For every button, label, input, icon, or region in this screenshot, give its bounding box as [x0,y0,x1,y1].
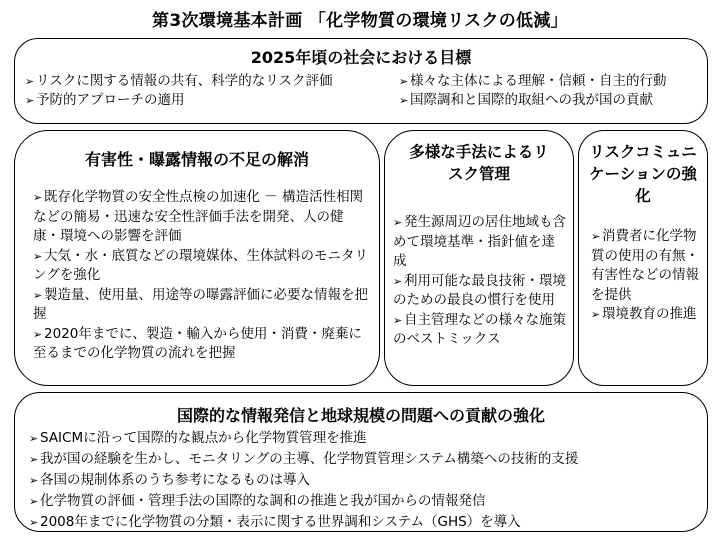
arrow-bullet-icon: ➢ [29,432,39,445]
methods-item: ➢ 自主管理などの様々な施策のベストミックス [393,311,566,347]
arrow-bullet-icon: ➢ [33,288,43,302]
risk-communication-box [578,130,708,386]
international-item: ➢ SAICMに沿って国際的な観点から化学物質管理を推進 [29,428,697,449]
hazard-item: ➢ 2020年までに、製造・輸入から使用・消費・廃棄に至るまでの化学物質の流れを把握 [33,325,362,361]
riskcom-item: ➢ 消費者に化学物質の使用の有無・有害性などの情報を提供 [591,228,699,303]
methods-item: ➢ 発生源周辺の居住地域も含めて環境基準・指針値を達成 [393,214,566,269]
methods-heading: 多様な手法によるリスク管理 [409,143,549,183]
hazard-item: ➢ 既存化学物質の安全性点検の加速化 － 構造活性相関などの簡易・迅速な安全性評価手法を開発、人の健康・環境への影響を評価 [33,189,364,244]
risk-management-box [384,130,574,386]
arrow-bullet-icon: ➢ [399,94,409,107]
arrow-bullet-icon: ➢ [25,94,35,107]
methods-list [385,185,573,350]
hazard-heading: 有害性・曝露情報の不足の解消 [84,150,309,169]
hazard-exposure-box [14,130,380,386]
goal-item: ➢ 国際調和と国際的取組への我が国の貢献 [399,92,653,108]
hazard-item: ➢ 大気・水・底質などの環境媒体、生体試料のモニタリングを強化 [33,247,368,283]
arrow-bullet-icon: ➢ [29,516,39,529]
arrow-bullet-icon: ➢ [33,191,43,204]
riskcom-list [579,207,707,325]
arrow-bullet-icon: ➢ [33,327,43,341]
international-heading: 国際的な情報発信と地球規模の問題への貢献の強化 [176,406,545,425]
hazard-list [15,170,379,364]
arrow-bullet-icon: ➢ [29,495,39,508]
hazard-item: ➢ 製造量、使用量、用途等の曝露評価に必要な情報を把握 [33,286,368,322]
arrow-bullet-icon: ➢ [25,75,35,88]
international-item: ➢ 2008年までに化学物質の分類・表示に関する世界調和システム（GHS）を導入 [29,512,697,532]
arrow-bullet-icon: ➢ [29,474,39,487]
goal-item: ➢ 様々な主体による理解・信頼・自主的行動 [399,73,667,89]
arrow-bullet-icon: ➢ [33,249,43,263]
goals-left-column [25,72,399,110]
goal-item: ➢ リスクに関する情報の共有、科学的なリスク評価 [25,73,333,89]
arrow-bullet-icon: ➢ [29,453,39,466]
arrow-bullet-icon: ➢ [393,313,403,327]
arrow-bullet-icon: ➢ [399,75,409,88]
international-contribution-box [14,392,708,532]
international-item: ➢ 各国の規制体系のうち参考になるものは導入 [29,470,697,491]
riskcom-heading: リスクコミュニケーションの強化 [589,143,697,205]
arrow-bullet-icon: ➢ [393,274,403,288]
page-title: 第3次環境基本計画 「化学物質の環境リスクの低減」 [152,11,568,31]
international-item: ➢ 化学物質の評価・管理手法の国際的な調和の推進と我が国からの情報発信 [29,491,697,512]
methods-item: ➢ 利用可能な最良技術・環境のための最良の慣行を使用 [393,272,566,308]
goal-item: ➢ 予防的アプローチの適用 [25,92,185,108]
goals-right-column [399,72,699,110]
arrow-bullet-icon: ➢ [393,216,403,229]
riskcom-item: ➢ 環境教育の推進 [591,305,701,325]
international-list [15,426,707,532]
goals-heading: 2025年頃の社会における目標 [250,48,472,67]
arrow-bullet-icon: ➢ [591,308,601,321]
arrow-bullet-icon: ➢ [591,230,601,243]
goals-2025-box [14,38,708,124]
international-item: ➢ 我が国の経験を生かし、モニタリングの主導、化学物質管理システム構築への技術的支援 [29,449,697,470]
